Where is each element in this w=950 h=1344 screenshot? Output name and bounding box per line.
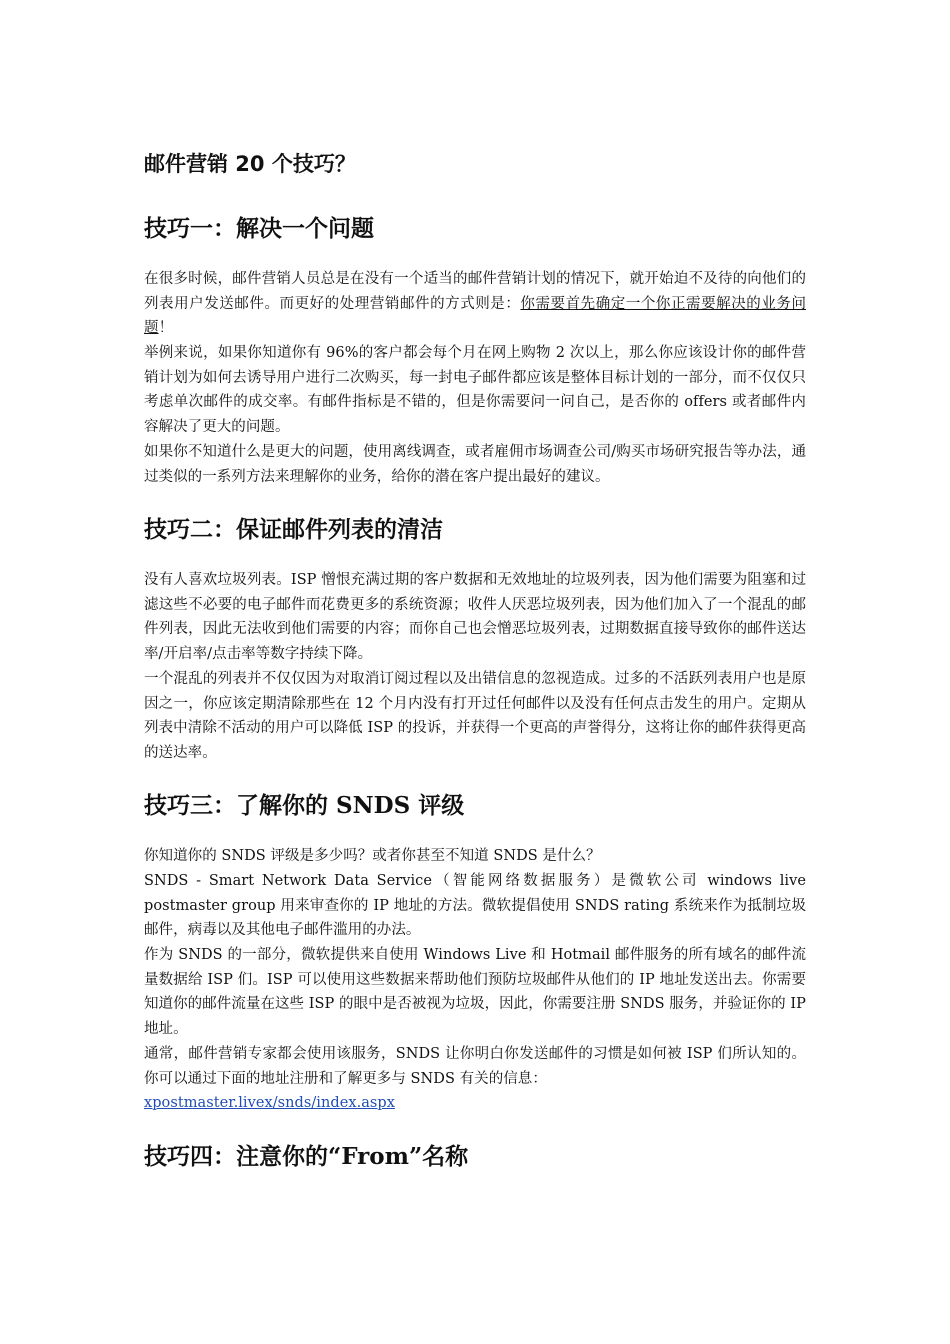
snds-link[interactable]: xpostmaster.livex/snds/index.aspx — [144, 1095, 395, 1112]
underlined-emphasis: 你需要首先确定一个你正需要解决的业务问题 — [144, 295, 806, 337]
paragraph-text-end: ！ — [158, 320, 174, 337]
paragraph-tip-1-research: 如果你不知道什么是更大的问题，使用离线调查，或者雇佣市场调查公司/购买市场研究报告等办法，通过类似的一系列方法来理解你的业务，给你的潜在客户提出最好的建议。 — [144, 444, 806, 485]
paragraph-tip-3-register — [144, 1042, 806, 1116]
section-heading-tip-2: 技巧二：保证邮件列表的清洁 — [144, 516, 443, 543]
document-title: 邮件营销 20 个技巧？ — [144, 152, 356, 176]
paragraph-tip-3-snds-data: 作为 SNDS 的一部分，微软提供来自使用 Windows Live 和 Hotmail 邮件服务的所有域名的邮件流量数据给 ISP 们。ISP 可以使用这些数据来帮助他们预防垃圾邮件从他们的 IP 地址发送出去。你需要知道你的邮件流量在这些 ISP 的眼中是否被视为垃圾，因此，你需要注册 SNDS 服务，并验证你的 IP 地址。 — [144, 947, 806, 1037]
section-heading-tip-1: 技巧一：解决一个问题 — [144, 215, 374, 242]
paragraph-tip-3-snds-definition: SNDS - Smart Network Data Service（智能网络数据服务）是微软公司 windows live postmaster group 用来审查你的 IP 地址的方法。微软提倡使用 SNDS rating 系统来作为抵制垃圾邮件，病毒以及其他电子邮件滥用的办法。 — [144, 873, 806, 939]
paragraph-tip-1-intro — [144, 267, 806, 341]
section-heading-tip-3: 技巧三：了解你的 SNDS 评级 — [144, 792, 465, 819]
paragraph-tip-2-inactive-users: 一个混乱的列表并不仅仅因为对取消订阅过程以及出错信息的忽视造成。过多的不活跃列表用户也是原因之一，你应该定期清除那些在 12 个月内没有打开过任何邮件以及没有任何点击发生的用户。定期从列表中清除不活动的用户可以降低 ISP 的投诉，并获得一个更高的声誉得分，这将让你的邮件获得更高的送达率。 — [144, 671, 806, 761]
paragraph-tip-1-example: 举例来说，如果你知道你有 96%的客户都会每个月在网上购物 2 次以上，那么你应该设计你的邮件营销计划为如何去诱导用户进行二次购买，每一封电子邮件都应该是整体目标计划的一部分，而不仅仅只考虑单次邮件的成交率。有邮件指标是不错的，但是你需要问一问自己，是否你的 offers 或者邮件内容解决了更大的问题。 — [144, 345, 806, 435]
paragraph-text: 在很多时候，邮件营销人员总是在没有一个适当的邮件营销计划的情况下，就开始迫不及待的向他们的列表用户发送邮件。而更好的处理营销邮件的方式则是： — [144, 271, 806, 312]
paragraph-tip-3-question: 你知道你的 SNDS 评级是多少吗？或者你甚至不知道 SNDS 是什么？ — [144, 848, 601, 864]
paragraph-tip-2-junk-list: 没有人喜欢垃圾列表。ISP 憎恨充满过期的客户数据和无效地址的垃圾列表，因为他们需要为阻塞和过滤这些不必要的电子邮件而花费更多的系统资源；收件人厌恶垃圾列表，因为他们加入了一个混乱的邮件列表，因此无法收到他们需要的内容；而你自己也会憎恶垃圾列表，过期数据直接导致你的邮件送达率/开启率/点击率等数字持续下降。 — [144, 572, 806, 662]
paragraph-text: 通常，邮件营销专家都会使用该服务，SNDS 让你明白你发送邮件的习惯是如何被 ISP 们所认知的。你可以通过下面的地址注册和了解更多与 SNDS 有关的信息： — [144, 1046, 806, 1087]
section-heading-tip-4: 技巧四：注意你的“From”名称 — [144, 1143, 469, 1170]
